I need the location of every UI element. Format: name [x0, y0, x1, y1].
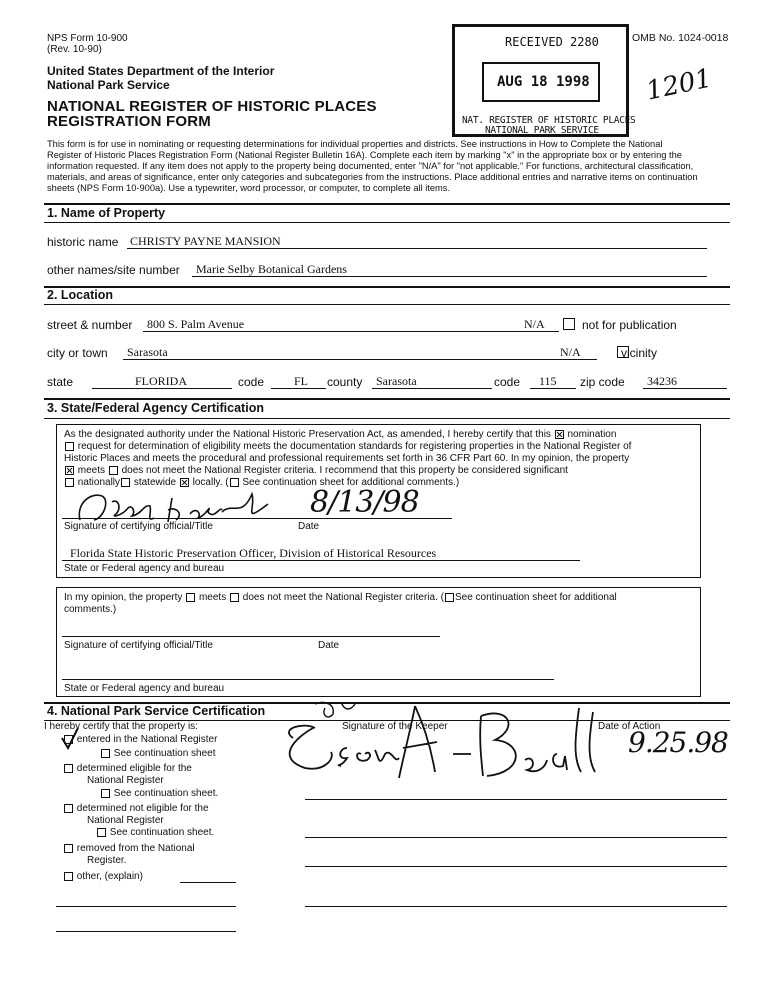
certifying-date-handwritten: 8/13/98 [310, 485, 419, 520]
state-label: state [47, 375, 74, 389]
opinion-text: See continuation sheet for additional [454, 592, 617, 603]
street-value[interactable]: 800 S. Palm Avenue [147, 317, 245, 331]
option-entered [63, 734, 217, 745]
option-label: See continuation sheet [113, 748, 216, 759]
instructions-line-2: Register of Historic Places Registration Form (National Register Bulletin 16A). Complete each item by marking "x" in the appropriate box or by entering the [47, 150, 682, 160]
cert-text: As the designated authority under the National Historic Preservation Act, as amended, I hereby certify that this [64, 429, 551, 440]
action-date-handwritten: 9.25.98 [628, 726, 728, 759]
instructions-line-4: materials, and areas of significance, enter only categories and subcategories from the instructions. Place additional entries and narrative items on continuation [47, 172, 698, 182]
date-of-action-label: Date of Action [598, 721, 661, 732]
stamp-line2: NATIONAL PARK SERVICE [485, 125, 599, 136]
county-code-value[interactable]: 115 [539, 374, 557, 388]
keeper-line [305, 837, 727, 838]
section-4-heading: 4. National Park Service Certification [47, 704, 266, 718]
nationally-label: nationally [77, 477, 121, 488]
section-rule [44, 418, 730, 419]
cert-line-4 [64, 465, 568, 476]
signature-label: Signature of certifying official/Title [64, 521, 213, 532]
keeper-line [305, 799, 727, 800]
see-continuation-checkbox[interactable] [101, 749, 110, 758]
vicinity-label: vicinity [621, 346, 658, 360]
option-label: entered in the National Register [76, 734, 218, 745]
option-removed-2: Register. [87, 855, 127, 866]
city-value[interactable]: Sarasota [127, 345, 168, 359]
historic-name-value[interactable]: CHRISTY PAYNE MANSION [130, 234, 281, 248]
zip-label: zip code [580, 375, 625, 389]
agency-value[interactable]: Florida State Historic Preservation Officer, Division of Historical Resources [70, 546, 437, 560]
section-3-heading: 3. State/Federal Agency Certification [47, 401, 264, 415]
not-for-publication-checkbox[interactable] [563, 318, 575, 330]
option-see-2 [100, 788, 218, 799]
cert-text: request for determination of eligibility meets the documentation standards for registering properties in the National Register of [77, 441, 632, 452]
option-label: See continuation sheet. [109, 827, 215, 838]
form-number: NPS Form 10-900 [47, 33, 128, 44]
keeper-line [305, 866, 727, 867]
option-label: determined not eligible for the [76, 803, 209, 814]
option-label: removed from the National [76, 843, 195, 854]
field-line [127, 248, 707, 249]
instructions-line-3: information requested. If any item does not apply to the property being documented, enter "N/A" for "not applicable." For functions, architectural classification, [47, 161, 694, 171]
explain-line [56, 906, 236, 907]
agency-line [62, 679, 554, 680]
request-checkbox[interactable] [65, 442, 74, 451]
meets-checkbox[interactable] [65, 466, 74, 475]
nomination-checkbox[interactable] [555, 430, 564, 439]
signature-line [62, 636, 440, 637]
option-other [63, 871, 143, 882]
option-label: See continuation sheet. [113, 788, 219, 799]
opinion-agency-label: State or Federal agency and bureau [64, 683, 225, 694]
field-line [123, 359, 597, 360]
service-name: National Park Service [47, 78, 170, 92]
field-line [372, 388, 492, 389]
department-name: United States Department of the Interior [47, 64, 275, 78]
not-eligible-checkbox[interactable] [64, 804, 73, 813]
agency-line [62, 560, 580, 561]
cert-line-2 [64, 441, 631, 452]
cert-text: See continuation sheet for additional comments.) [242, 477, 460, 488]
cert-line-3: Historic Places and meets the procedural and professional requirements set forth in 36 CFR Part 60. In my opinion, the property [64, 453, 630, 464]
cert-text: does not meet the National Register criteria. I recommend that this property be considered significant [121, 465, 568, 476]
option-see-1 [100, 748, 216, 759]
state-value[interactable]: FLORIDA [135, 374, 188, 388]
form-subtitle: REGISTRATION FORM [47, 113, 211, 130]
field-line [143, 331, 559, 332]
explain-line [180, 882, 236, 883]
county-code-label: code [494, 375, 521, 389]
form-revision: (Rev. 10-90) [47, 44, 102, 55]
other-names-value[interactable]: Marie Selby Botanical Gardens [196, 262, 347, 276]
code-label: code [238, 375, 265, 389]
option-label: determined eligible for the [76, 763, 192, 774]
removed-checkbox[interactable] [64, 844, 73, 853]
county-label: county [327, 375, 363, 389]
other-checkbox[interactable] [64, 872, 73, 881]
opinion-line-2: comments.) [64, 604, 117, 615]
section-rule [44, 222, 730, 223]
agency-label: State or Federal agency and bureau [64, 563, 225, 574]
section-rule [44, 304, 730, 305]
street-na: N/A [524, 317, 545, 331]
keeper-signature [275, 698, 605, 788]
stamp-line1: NAT. REGISTER OF HISTORIC PLACES [462, 115, 636, 126]
option-eligible-2: National Register [87, 775, 164, 786]
locally-label: locally. ( [192, 477, 229, 488]
other-names-label: other names/site number [47, 263, 180, 277]
certify-text: I hereby certify that the property is: [44, 721, 198, 732]
option-not-eligible-2: National Register [87, 815, 164, 826]
keeper-line [305, 906, 727, 907]
state-code-value[interactable]: FL [294, 374, 309, 388]
opinion-date-label: Date [318, 640, 340, 651]
not-for-publication-label: not for publication [582, 318, 677, 332]
field-line [192, 276, 707, 277]
nomination-label: nomination [567, 429, 617, 440]
instructions-line-5: sheets (NPS Form 10-900a). Use a typewriter, word processor, or computer, to complete all items. [47, 183, 451, 193]
field-line [643, 388, 727, 389]
checkmark-icon [60, 728, 80, 752]
option-eligible [63, 763, 192, 774]
eligible-checkbox[interactable] [64, 764, 73, 773]
county-value[interactable]: Sarasota [376, 374, 417, 388]
street-label: street & number [47, 318, 133, 332]
option-label: other, (explain) [76, 871, 143, 882]
section-2-heading: 2. Location [47, 288, 113, 302]
opinion-line-1 [64, 592, 617, 603]
city-na: N/A [560, 345, 581, 359]
does-not-meet-checkbox[interactable] [109, 466, 118, 475]
opinion-text: In my opinion, the property [64, 592, 183, 603]
option-see-3 [96, 827, 214, 838]
section-rule [44, 203, 730, 205]
signature-line [62, 518, 452, 519]
received-stamp [452, 24, 636, 137]
opinion-meets-label: meets [198, 592, 227, 603]
statewide-label: statewide [133, 477, 177, 488]
opinion-continuation-checkbox[interactable] [445, 593, 454, 602]
form-title: NATIONAL REGISTER OF HISTORIC PLACES [47, 98, 377, 115]
zip-value[interactable]: 34236 [647, 374, 677, 388]
stamp-code: 2280 [570, 35, 599, 49]
instructions-line-1: This form is for use in nominating or requesting determinations for individual properties and districts. See instructions in How to Complete the National [47, 139, 663, 149]
opinion-meets-checkbox[interactable] [186, 593, 195, 602]
see-continuation-checkbox[interactable] [97, 828, 106, 837]
see-continuation-checkbox[interactable] [101, 789, 110, 798]
field-line [271, 388, 326, 389]
meets-label: meets [77, 465, 106, 476]
date-label: Date [298, 521, 320, 532]
opinion-not-meet-checkbox[interactable] [230, 593, 239, 602]
option-not-eligible [63, 803, 209, 814]
cert-line-1 [64, 429, 616, 440]
opinion-signature-label: Signature of certifying official/Title [64, 640, 213, 651]
stamp-received: RECEIVED [505, 35, 563, 49]
section-rule [44, 398, 730, 400]
explain-line [56, 931, 236, 932]
stamp-date: AUG 18 1998 [497, 74, 590, 90]
handwritten-number: 1201 [643, 63, 715, 107]
keeper-signature-label: Signature of the Keeper [342, 721, 448, 732]
field-line [530, 388, 576, 389]
section-1-heading: 1. Name of Property [47, 206, 166, 220]
field-line [92, 388, 232, 389]
city-label: city or town [47, 346, 108, 360]
opinion-text: does not meet the National Register criteria. ( [242, 592, 444, 603]
section-rule [44, 286, 730, 288]
option-removed [63, 843, 195, 854]
omb-number: OMB No. 1024-0018 [632, 32, 729, 44]
historic-name-label: historic name [47, 235, 119, 249]
